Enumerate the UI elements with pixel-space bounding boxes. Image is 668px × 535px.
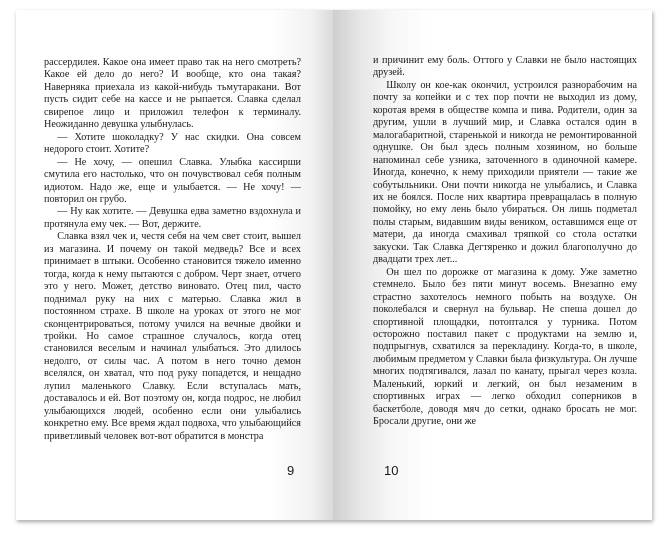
paragraph: рассердилея. Какое она имеет право так на него смотреть? Какое ей дело до него? И вообще, кто она такая? Наверняка приехала из какой-нибудь тьмутаракани. Вот пусть сидит себе на кассе и не рыпается. Славка сделал свирепое лицо и приложил телефон к терминалу. Неожиданно девушка улыбнулась.: [44, 57, 301, 131]
left-page: [16, 10, 334, 520]
paragraph: — Хотите шоколадку? У нас скидки. Она совсем недорого стоит. Хотите?: [44, 131, 301, 156]
paragraph: Он шел по дорожке от магазина к дому. Уже заметно стемнело. Было без пяти минут восемь. Внезапно ему страстно захотелось немного побыть на воздухе. Он поколебался и свернул на бульвар. Не спеша дошел до спортивной площадки, потоптался у турника. Потом осторожно поставил пакет с продуктами на землю и, подпрыгнув, схватился за перекладину. Когда-то, в школе, любимым предметом у Славки была физкультура. Он лучше многих подтягивался, лазал по канату, прыгал через козла. Маленький, юркий и легкий, он был незаменим в спортивных играх — легко обходил соперников в баскетболе, доводя мяч до сетки, однако бросать не мог. Бросали другие, они же: [373, 266, 637, 428]
page-number: 9: [287, 463, 295, 478]
paragraph: Школу он кое-как окончил, устроился разнорабочим на почту за копейки и с тех пор почти не выходил из дому, коротая время в обществе компа и пива. Родители, один за другим, ушли в лучший мир, и Славка остался один в малогабаритной, старенькой и никогда не ремонтированной однушке. Он был здесь полным хозяином, но больше напоминал себе узника, заточенного в одиночной камере. Иногда, конечно, к нему приходили приятели — такие же собутыльники. Они почти никогда не улыбались, и Славка их не боялся. После них квартира превращалась в полную помойку, но ему лень было убираться. Он лишь подметал полы старым, видавшим виды веником, оставшимся еще от матери, да иногда смахивал тряпкой со стола остатки закуски. Так Славка Дегтяренко и дожил благополучно до двадцати трех лет...: [373, 79, 637, 266]
right-page-text: [373, 55, 637, 429]
paragraph: и причинит ему боль. Оттого у Славки не было настоящих друзей.: [373, 55, 637, 79]
right-page: [334, 10, 652, 520]
open-book: [16, 10, 652, 520]
page-number: 10: [384, 463, 399, 478]
paragraph: — Ну как хотите. — Девушка едва заметно вздохнула и протянула ему чек. — Вот, держите.: [44, 206, 301, 230]
paragraph: — Не хочу, — опешил Славка. Улыбка кассирши смутила его настолько, что он почувствовал себя полным идиотом. Надо же, еще и улыбается. — Не хочу! — повторил он грубо.: [44, 156, 301, 205]
left-page-text: [44, 57, 301, 443]
paragraph: Славка взял чек и, честя себя на чем свет стоит, вышел из магазина. И почему он такой медведь? Все и всех принимает в штыки. Особенно становится тяжело именно тогда, когда к нему пытаются с добром. Черт знает, отчего это у него. Может, детство виновато. Отец пил, часто поднимал руку на них с матерью. Славка жил в постоянном страхе. В школе на уроках от этого не мог сконцентрироваться, потому учился на вечные двойки и тройки. Но самое страшное случалось, когда отец становился веселым и начинал улыбаться. Это длилось недолго, от силы час. А потом в него точно демон вселялся, он хватал, что под руку попадется, и нещадно лупил маленького Славку. Если вступалась мать, доставалось и ей. Вот поэтому он, когда подрос, не любил улыбающихся людей, особенно если они улыбались конкретно ему. Все время ждал подвоха, что улыбающийся приветливый человек вот-вот обратится в монстра: [44, 231, 301, 442]
